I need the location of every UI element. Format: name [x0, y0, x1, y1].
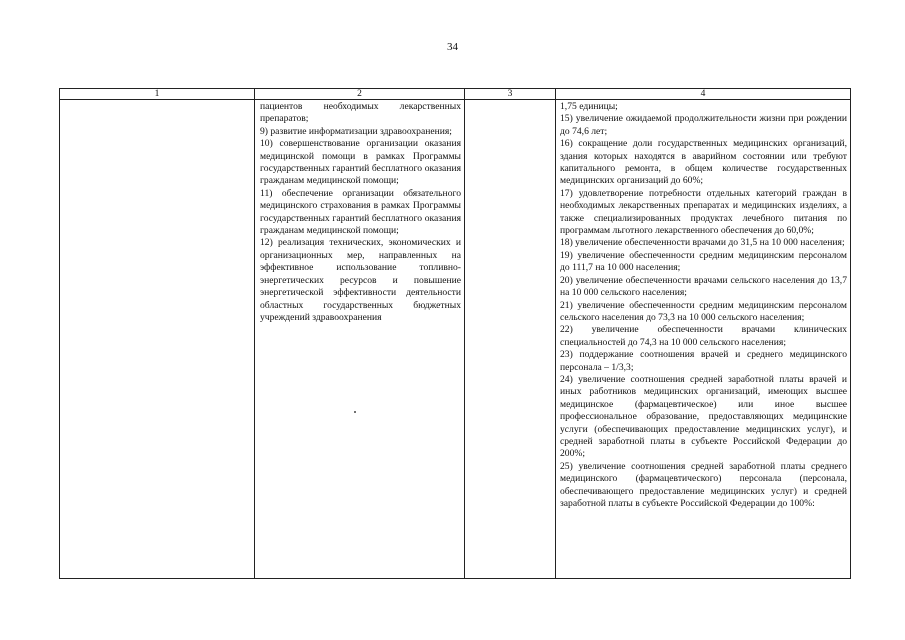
indicator-item: 16) сокращение доли государственных медицинских организаций, здания которых находятся в аварийном состоянии или требуют капитального ремонта, в общем количестве государственных медицинских организаций до 60%;: [560, 138, 847, 187]
page-number: 34: [447, 41, 458, 53]
indicator-item: 17) удовлетворение потребности отдельных категорий граждан в необходимых лекарственных препаратах и медицинских изделиях, а также специализированных продуктах лечебного питания по программам льготного лекарственного обеспечения до 60,0%;: [560, 187, 847, 237]
indicator-item: 20) увеличение обеспеченности врачами сельского населения до 13,7 на 10 000 сельского населения;: [560, 274, 847, 299]
task-item: 12) реализация технических, экономических и организационных мер, направленных на эффективное использование топливно-энергетических ресурсов и повышение энергетической эффективности деятельности областных государственных бюджетных учреждений здравоохранения: [260, 237, 461, 323]
body-row: [60, 100, 851, 579]
indicator-item: 24) увеличение соотношения средней заработной платы врачей и иных работников медицинских организаций, имеющих высшее медицинское (фармацевтическое) или иное высшее профессиональное образование, предоставляющих медицинские услуги (обеспечивающих предоставление медицинских услуг), и средней заработной платы в субъекте Российской Федерации до 200%;: [560, 373, 847, 460]
program-table: [59, 88, 851, 579]
task-item: 10) совершенствование организации оказания медицинской помощи в рамках Программы государственных гарантий бесплатного оказания гражданам медицинской помощи;: [260, 138, 461, 187]
indicator-item: 15) увеличение ожидаемой продолжительности жизни при рождении до 74,6 лет;: [560, 113, 847, 137]
indicator-item: 18) увеличение обеспеченности врачами до 31,5 на 10 000 населения;: [560, 237, 845, 249]
cell-col-3: [465, 100, 556, 579]
cell-col-1: [60, 100, 255, 579]
cell-col-4: [556, 100, 851, 579]
header-col-1: 1: [60, 89, 255, 100]
task-item: пациентов необходимых лекарственных препаратов;: [260, 101, 461, 125]
indicator-item: 21) увеличение обеспеченности средним медицинским персоналом сельского населения до 73,3 на 10 000 сельского населения;: [560, 299, 847, 323]
header-row: [60, 89, 851, 100]
indicators-list: [556, 100, 850, 510]
header-col-3: 3: [465, 89, 556, 100]
indicator-item: 23) поддержание соотношения врачей и среднего медицинского персонала – 1/3,3;: [560, 349, 847, 373]
header-col-2: 2: [255, 89, 465, 100]
indicator-item: 19) увеличение обеспеченности средним медицинским персоналом до 111,7 на 10 000 населения;: [560, 249, 847, 274]
task-item: 9) развитие информатизации здравоохранения;: [260, 125, 452, 137]
indicator-item: 1,75 единицы;: [560, 101, 618, 112]
cell-col-2: [255, 100, 465, 579]
indicator-item: 25) увеличение соотношения средней заработной платы среднего медицинского (фармацевтического) персонала (персонала, обеспечивающего предоставление медицинских услуг) и средней заработной платы в субъекте Российской Федерации до 100%:: [560, 460, 847, 509]
stray-mark: [354, 411, 356, 413]
indicator-item: 22) увеличение обеспеченности врачами клинических специальностей до 74,3 на 10 000 сельского населения;: [560, 324, 847, 348]
header-col-4: 4: [556, 89, 851, 100]
task-item: 11) обеспечение организации обязательного медицинского страхования в рамках Программы государственных гарантий бесплатного оказания гражданам медицинской помощи;: [260, 187, 461, 237]
tasks-list: [255, 100, 464, 324]
